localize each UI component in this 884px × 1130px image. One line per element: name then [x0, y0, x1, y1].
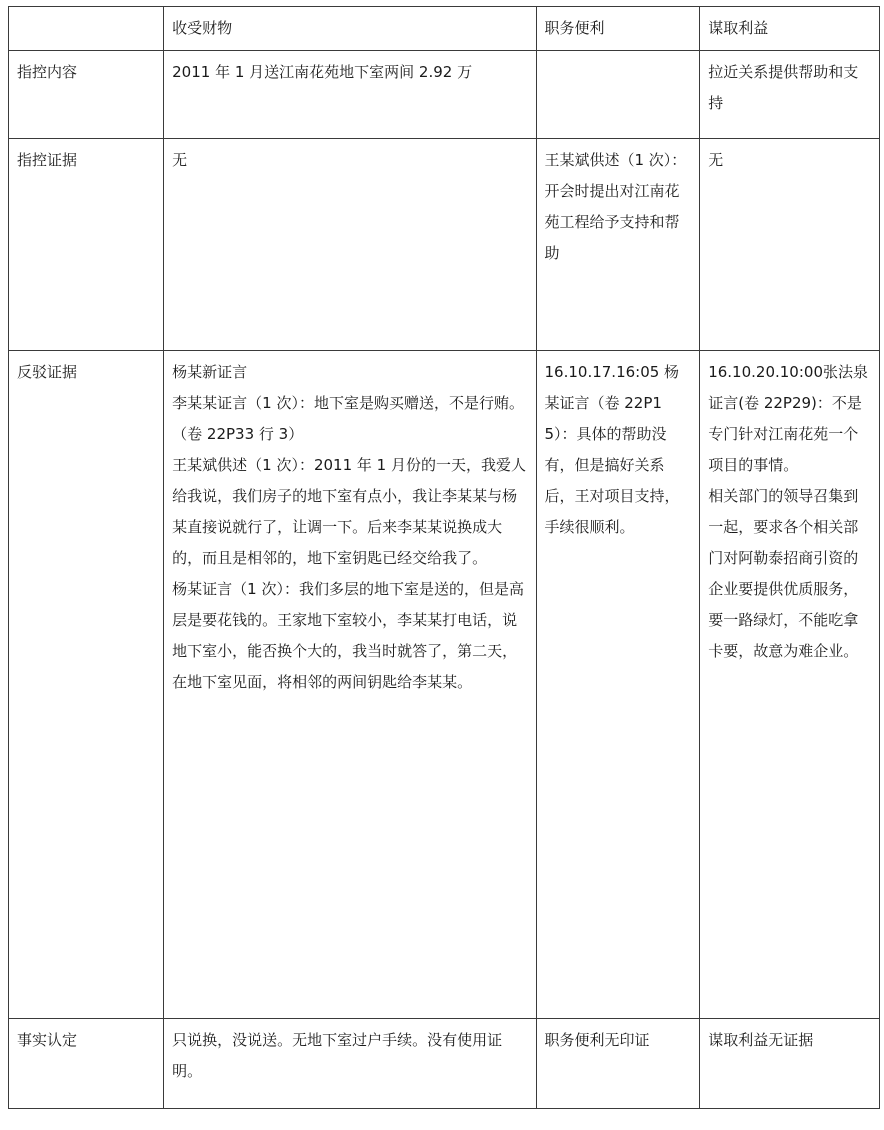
row-label-fact-finding: 事实认定 — [9, 1019, 164, 1109]
cell-paragraph: 王某斌供述（1 次）：2011 年 1 月份的一天，我爱人给我说，我们房子的地下室有点小，我让李某某与杨某直接说就行了，让调一下。后来李某某说换成大的，而且是相邻的，地下室钥匙已经交给我了。 — [172, 456, 526, 567]
cell-paragraph: 相关部门的领导召集到一起，要求各个相关部门对阿勒泰招商引资的企业要提供优质服务，要一路绿灯，不能吃拿卡要，故意为难企业。 — [708, 487, 859, 660]
table-cell — [536, 1019, 700, 1109]
cell-paragraph: 职务便利无印证 — [544, 1031, 650, 1049]
table-row — [9, 351, 880, 1019]
header-cell-duty: 职务便利 — [536, 7, 700, 51]
cell-paragraph: 杨某证言（1 次）：我们多层的地下室是送的，但是高层是要花钱的。王家地下室较小，李某某打电话，说地下室小，能否换个大的，我当时就答了，第二天，在地下室见面，将相邻的两间钥匙给李某某。 — [172, 580, 524, 691]
cell-paragraph: 拉近关系提供帮助和支持 — [708, 63, 859, 112]
header-cell-empty — [9, 7, 164, 51]
table-cell — [164, 139, 536, 351]
cell-paragraph: 无 — [708, 151, 724, 169]
header-row — [9, 7, 880, 51]
cell-paragraph: 16.10.20.10:00张法泉证言(卷 22P29)：不是专门针对江南花苑一个项目的事情。 — [708, 363, 868, 474]
table-cell — [700, 351, 880, 1019]
table-cell — [700, 51, 880, 139]
table-cell — [700, 139, 880, 351]
table-cell — [164, 351, 536, 1019]
cell-paragraph: 李某某证言（1 次）：地下室是购买赠送，不是行贿。（卷 22P33 行 3） — [172, 394, 524, 443]
table-row — [9, 139, 880, 351]
header-cell-benefit: 谋取利益 — [700, 7, 880, 51]
cell-paragraph: 谋取利益无证据 — [708, 1031, 814, 1049]
table-cell — [536, 51, 700, 139]
table-cell — [536, 351, 700, 1019]
table-row — [9, 1019, 880, 1109]
table-cell — [164, 1019, 536, 1109]
cell-paragraph: 王某斌供述（1 次）：开会时提出对江南花苑工程给予支持和帮助 — [544, 151, 687, 262]
cell-paragraph: 16.10.17.16:05 杨某证言（卷 22P15）：具体的帮助没有，但是搞好关系后，王对项目支持，手续很顺利。 — [544, 363, 680, 536]
row-label-rebuttal-evidence: 反驳证据 — [9, 351, 164, 1019]
cell-paragraph: 杨某新证言 — [172, 363, 248, 381]
table-cell — [536, 139, 700, 351]
table-row — [9, 51, 880, 139]
row-label-charge-evidence: 指控证据 — [9, 139, 164, 351]
cell-paragraph: 无 — [172, 151, 188, 169]
header-cell-property: 收受财物 — [164, 7, 536, 51]
cell-paragraph: 2011 年 1 月送江南花苑地下室两间 2.92 万 — [172, 63, 473, 81]
table-cell — [700, 1019, 880, 1109]
evidence-comparison-table — [8, 6, 880, 1109]
table-cell — [164, 51, 536, 139]
row-label-charge-content: 指控内容 — [9, 51, 164, 139]
cell-paragraph: 只说换，没说送。无地下室过户手续。没有使用证明。 — [172, 1031, 503, 1080]
